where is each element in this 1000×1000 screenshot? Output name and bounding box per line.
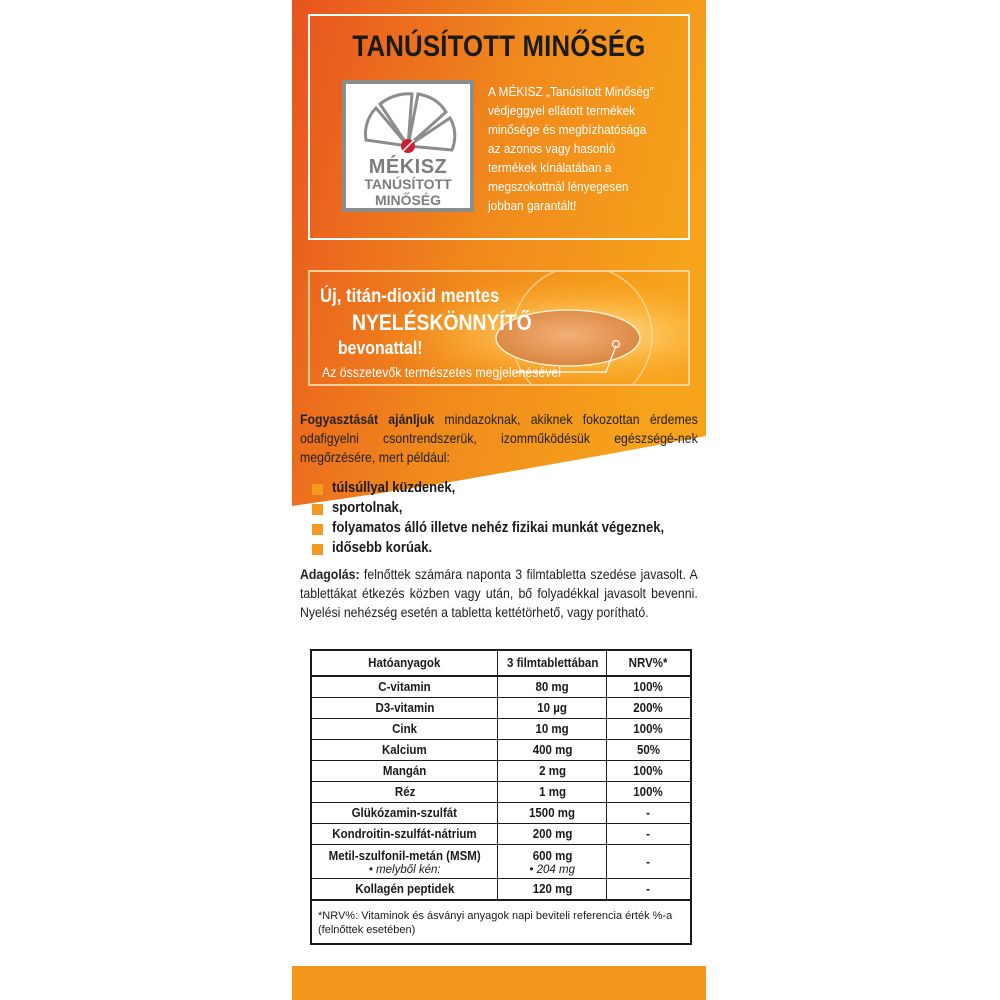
- quality-description: [488, 82, 668, 215]
- list-item-text: sportolnak,: [332, 500, 403, 516]
- quality-line: megszokottnál lényegesen: [488, 179, 629, 194]
- ingredient-name: Kondroitin-szulfát-nátrium: [311, 824, 498, 845]
- ingredient-sub-amount: • 204 mg: [529, 863, 575, 876]
- bullet-square-icon: [312, 524, 323, 535]
- dosage-lead: Adagolás:: [300, 566, 360, 582]
- quality-line: minősége és megbízhatósága: [488, 122, 647, 137]
- coating-line3: bevonattal!: [338, 338, 423, 358]
- table-row: [311, 879, 691, 901]
- ingredient-name: Mangán: [311, 761, 498, 782]
- ingredient-nrv: -: [606, 803, 691, 824]
- table-row: [311, 824, 691, 845]
- ingredient-amount: 1 mg: [498, 782, 607, 803]
- recommendation-body: mindazoknak, akiknek fokozottan érdemes odafigyelni csontrendszerük, izomműködésük egészségé-nek megőrzésére, mert például:: [300, 411, 698, 465]
- recommendation-text: [300, 410, 698, 467]
- bottom-orange-band: [292, 966, 706, 1000]
- ingredient-amount: 10 mg: [498, 719, 607, 740]
- ingredient-name: Cink: [311, 719, 498, 740]
- bullet-square-icon: [312, 484, 323, 495]
- bullet-square-icon: [312, 544, 323, 555]
- header-ingredient: Hatóanyagok: [311, 650, 498, 676]
- table-row: [311, 676, 691, 698]
- ingredient-amount: 120 mg: [498, 879, 607, 901]
- dosage-text: [300, 565, 698, 622]
- ingredient-name: Glükózamin-szulfát: [311, 803, 498, 824]
- ingredient-amount: 600 mg • 204 mg: [498, 845, 607, 879]
- ingredient-nrv: 100%: [606, 761, 691, 782]
- list-item-text: folyamatos álló illetve nehéz fizikai munkát végeznek,: [332, 520, 665, 536]
- table-row: [311, 761, 691, 782]
- ingredient-nrv: 200%: [606, 698, 691, 719]
- table-row: [311, 803, 691, 824]
- ingredient-name: Réz: [311, 782, 498, 803]
- ingredient-amount: 1500 mg: [498, 803, 607, 824]
- quality-title: TANÚSÍTOTT MINŐSÉG: [352, 30, 646, 63]
- bullet-square-icon: [312, 504, 323, 515]
- ingredient-name: Kalcium: [311, 740, 498, 761]
- ingredient-name: Kollagén peptidek: [311, 879, 498, 901]
- ingredient-nrv: 100%: [606, 719, 691, 740]
- ingredient-nrv: 100%: [606, 676, 691, 698]
- table-row: [311, 740, 691, 761]
- quality-line: az azonos vagy hasonló: [488, 141, 616, 156]
- ingredient-name: Metil-szulfonil-metán (MSM) • melyből kén:: [311, 845, 498, 879]
- list-item-text: idősebb korúak.: [332, 540, 433, 556]
- ingredient-amount: 80 mg: [498, 676, 607, 698]
- ingredient-nrv: -: [606, 879, 691, 901]
- coating-line4: Az összetevők természetes megjelenésével: [322, 364, 561, 380]
- ingredient-nrv: -: [606, 845, 691, 879]
- logo-line2: TANÚSÍTOTT: [364, 176, 452, 192]
- coating-line2: NYELÉSKÖNNYÍTŐ: [352, 310, 532, 335]
- table-row: [311, 698, 691, 719]
- table-footnote-row: [311, 900, 691, 944]
- list-item-text: túlsúllyal küzdenek,: [332, 480, 456, 496]
- table-row: [311, 845, 691, 879]
- product-info-panel: [292, 0, 706, 1000]
- ingredient-amount: 200 mg: [498, 824, 607, 845]
- nrv-footnote: *NRV%: Vitaminok és ásványi anyagok napi beviteli referencia érték %-a (felnőttek esetében): [311, 900, 691, 944]
- recommendation-lead: Fogyasztását ajánljuk: [300, 411, 435, 427]
- ingredient-nrv: 50%: [606, 740, 691, 761]
- quality-line: jobban garantált!: [488, 198, 577, 213]
- ingredient-name: D3-vitamin: [311, 698, 498, 719]
- header-amount: 3 filmtablettában: [498, 650, 607, 676]
- ingredient-amount: 10 µg: [498, 698, 607, 719]
- quality-box: [308, 14, 690, 240]
- ingredient-nrv: 100%: [606, 782, 691, 803]
- logo-brand: MÉKISZ: [368, 156, 448, 178]
- header-nrv: NRV%*: [606, 650, 691, 676]
- quality-line: termékek kínálatában a: [488, 160, 612, 175]
- dosage-body: felnőttek számára naponta 3 filmtabletta szedése javasolt. A tablettákat étkezés közben vagy után, bő folyadékkal javasolt bevenni. Nyelési nehézség esetén a tabletta kettétörhető, vagy porítható.: [300, 566, 698, 620]
- coating-box: [308, 270, 690, 386]
- nutrition-table: [310, 649, 692, 945]
- table-row: [311, 782, 691, 803]
- logo-line3: MINŐSÉG: [374, 192, 442, 208]
- coating-line1: Új, titán-dioxid mentes: [320, 286, 500, 307]
- ingredient-name: C-vitamin: [311, 676, 498, 698]
- quality-line: védjeggyel ellátott termékek: [488, 103, 636, 118]
- ingredient-sub-name: • melyből kén:: [368, 863, 441, 876]
- ingredient-amount: 2 mg: [498, 761, 607, 782]
- ingredient-nrv: -: [606, 824, 691, 845]
- mekisz-logo: [342, 80, 474, 212]
- table-header-row: [311, 650, 691, 676]
- table-row: [311, 719, 691, 740]
- quality-line: A MÉKISZ „Tanúsított Minőség”: [488, 84, 654, 99]
- ingredient-amount: 400 mg: [498, 740, 607, 761]
